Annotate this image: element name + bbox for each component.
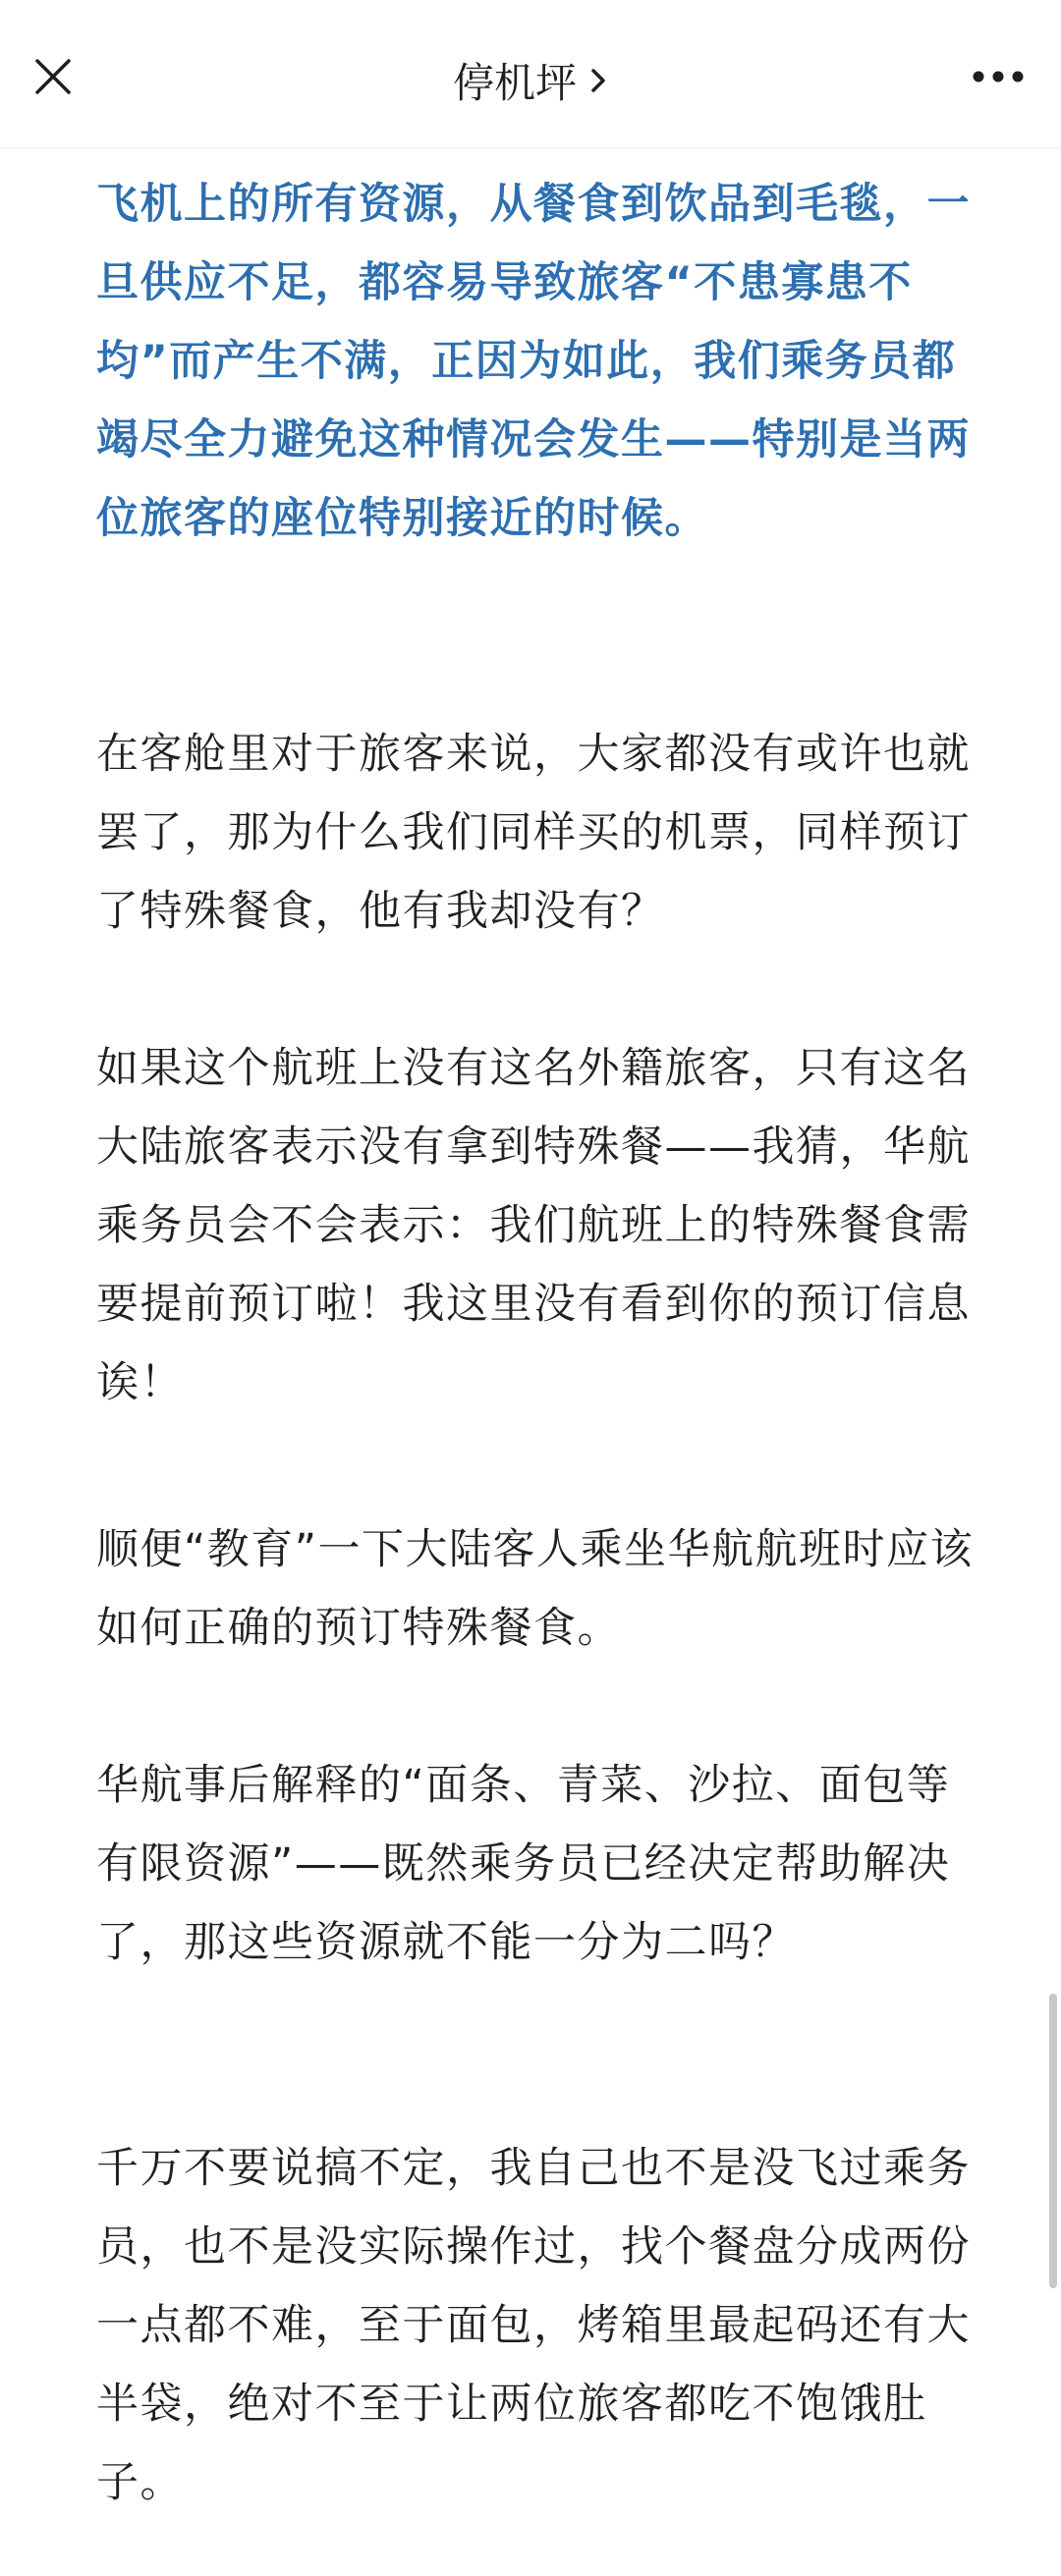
more-button[interactable] xyxy=(959,47,1037,106)
more-dots-icon xyxy=(972,70,1025,83)
scrollbar[interactable] xyxy=(1049,1994,1057,2288)
highlight-paragraph: 飞机上的所有资源，从餐食到饮品到毛毯，一旦供应不足，都容易导致旅客“不患寡患不均”而产生不满，正因为如此，我们乘务员都竭尽全力避免这种情况会发生——特别是当两位旅客的座位特别接近的时候。 xyxy=(96,180,971,543)
close-icon xyxy=(33,57,73,96)
close-button[interactable] xyxy=(24,47,83,106)
page-title: 停机坪 xyxy=(452,59,577,107)
article-paragraph: 顺便“教育”一下大陆客人乘坐华航航班时应该如何正确的预订特殊餐食。 xyxy=(96,1525,975,1653)
account-name-link[interactable] xyxy=(334,51,727,110)
article-paragraph: 如果这个航班上没有这名外籍旅客，只有这名大陆旅客表示没有拿到特殊餐——我猜，华航乘务员会不会表示：我们航班上的特殊餐食需要提前预订啦！我这里没有看到你的预订信息诶！ xyxy=(96,1044,971,1407)
article-paragraph: 千万不要说搞不定，我自己也不是没飞过乘务员，也不是没实际操作过，找个餐盘分成两份一点都不难，至于面包，烤箱里最起码还有大半袋，绝对不至于让两位旅客都吃不饱饿肚子。 xyxy=(96,2144,971,2507)
chevron-right-icon xyxy=(588,66,608,95)
article-paragraph: 华航事后解释的“面条、青菜、沙拉、面包等有限资源”——既然乘务员已经决定帮助解决了，那这些资源就不能一分为二吗？ xyxy=(96,1761,951,1967)
article-body xyxy=(0,147,1061,2576)
article-paragraph: 在客舱里对于旅客来说，大家都没有或许也就罢了，那为什么我们同样买的机票，同样预订了特殊餐食，他有我却没有？ xyxy=(96,730,971,936)
top-nav-bar xyxy=(0,0,1061,148)
